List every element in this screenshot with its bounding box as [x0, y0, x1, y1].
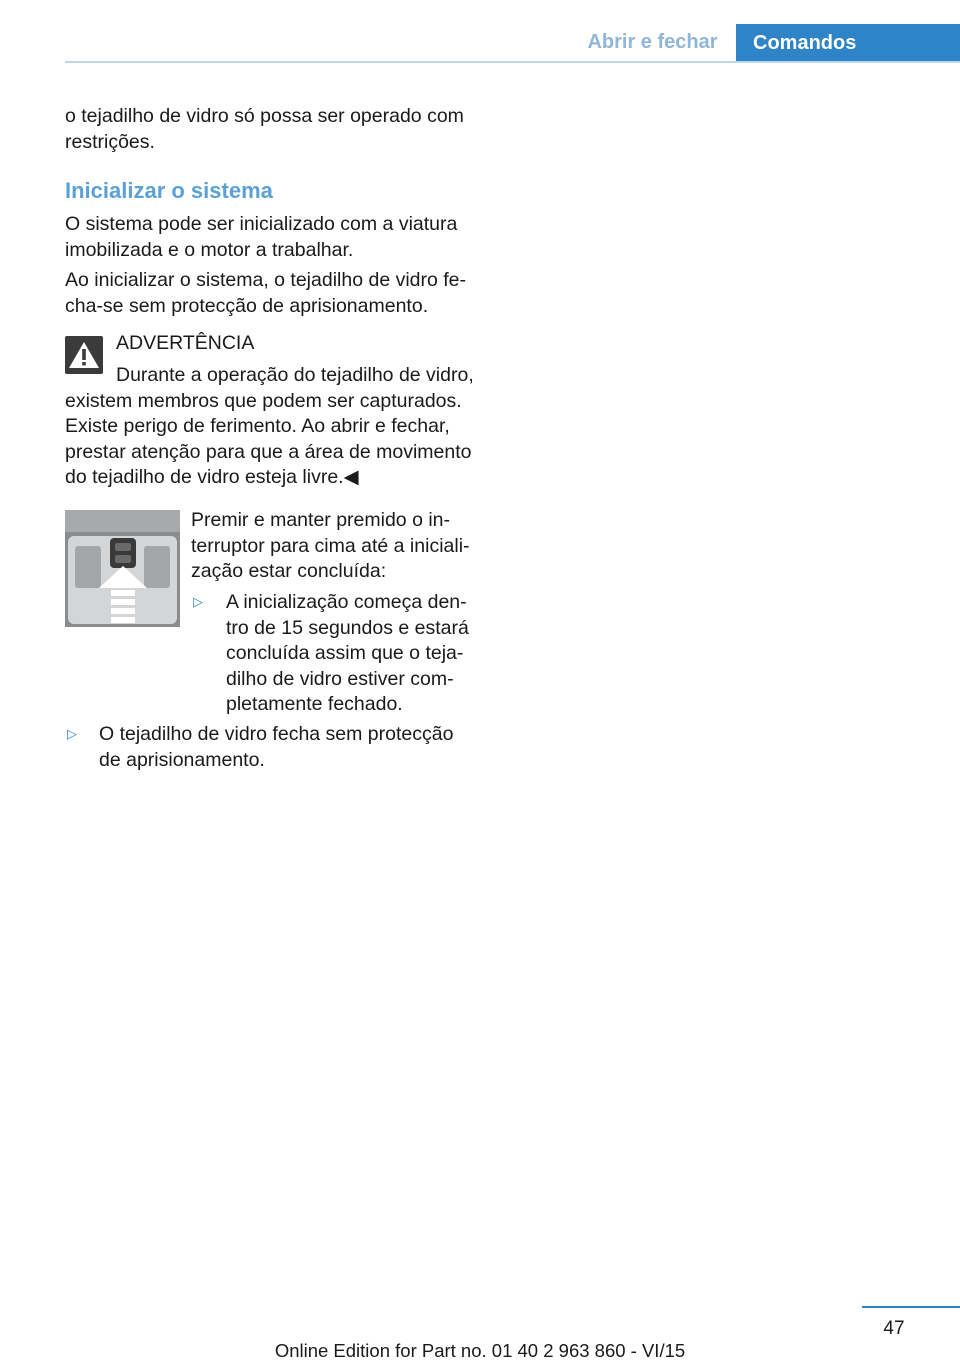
paragraph-1: O sistema pode ser inicializado com a viatura imobilizada e o motor a trabalhar.: [65, 213, 458, 261]
section-heading: Inicializar o sistema: [65, 178, 273, 203]
roof-switch-illustration: [65, 510, 180, 627]
edition-line: Online Edition for Part no. 01 40 2 963 860 - VI/15: [274, 1340, 686, 1361]
bullet-arrow-icon: ▷: [67, 726, 77, 741]
page-number: 47: [883, 1318, 905, 1339]
section-tab[interactable]: Abrir e fechar: [587, 31, 718, 53]
continued-paragraph: o tejadilho de vidro só possa ser operado com restrições.: [65, 105, 464, 153]
bullet-item-2: O tejadilho de vidro fecha sem protecção de aprisionamento.: [99, 723, 454, 771]
paragraph-2: Ao inicializar o sistema, o tejadilho de vidro fe-cha-se sem protecção de aprisionamento.: [65, 269, 467, 317]
warning-body: Durante a operação do tejadilho de vidro, existem membros que podem ser capturados. Existe perigo de ferimento. Ao abrir e fechar, prestar atenção para que a área de movimento do tejadilho de vidro esteja livre.◀: [65, 364, 474, 488]
instruction-text: Premir e manter premido o in-terruptor para cima até a iniciali-zação estar concluída:: [191, 509, 470, 582]
chapter-tab[interactable]: Comandos: [736, 24, 960, 62]
warning-title: ADVERTÊNCIA: [116, 332, 255, 354]
footer-rule: [862, 1306, 960, 1308]
header-rule: [65, 61, 960, 63]
bullet-arrow-icon: ▷: [193, 594, 203, 609]
bullet-item-1: A inicialização começa den-tro de 15 segundos e estará concluída assim que o teja-dilho de vidro estiver com-pletamente fechado.: [226, 591, 469, 715]
